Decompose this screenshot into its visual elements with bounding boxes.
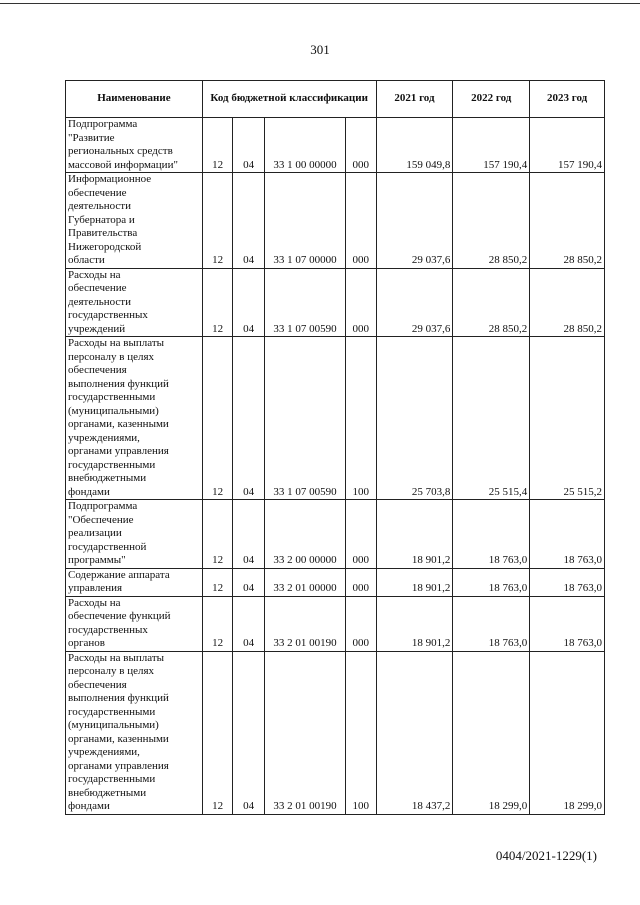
row-value-2021: 25 703,8: [376, 337, 453, 500]
row-code-expense-type: 000: [345, 500, 376, 569]
row-value-2021: 18 901,2: [376, 596, 453, 651]
top-rule: [0, 3, 640, 4]
budget-table: [65, 80, 605, 815]
row-value-2021: 18 901,2: [376, 500, 453, 569]
row-name: Информационное обеспечение деятельности Губернатора и Правительства Нижегородской области: [66, 173, 203, 269]
page-number: 301: [310, 42, 330, 57]
row-code-subsection: 04: [233, 268, 265, 337]
row-name: Расходы на обеспечение функций государственных органов: [66, 596, 203, 651]
row-code-target: 33 1 07 00590: [264, 337, 345, 500]
document-number: 0404/2021-1229(1): [495, 848, 597, 863]
row-value-2023: 18 763,0: [530, 568, 605, 596]
row-value-2022: 18 763,0: [453, 500, 530, 569]
row-code-expense-type: 000: [345, 268, 376, 337]
row-value-2023: 18 763,0: [530, 596, 605, 651]
row-code-target: 33 2 01 00000: [264, 568, 345, 596]
row-code-section: 12: [202, 173, 233, 269]
row-code-section: 12: [202, 596, 233, 651]
row-value-2022: 25 515,4: [453, 337, 530, 500]
row-code-subsection: 04: [233, 568, 265, 596]
row-code-expense-type: 000: [345, 118, 376, 173]
table-row: [66, 568, 605, 596]
row-code-subsection: 04: [233, 500, 265, 569]
header-name: Наименование: [66, 81, 203, 118]
row-value-2022: 18 763,0: [453, 596, 530, 651]
header-code: Код бюджетной классификации: [202, 81, 376, 118]
row-value-2022: 18 299,0: [453, 651, 530, 814]
row-code-subsection: 04: [233, 651, 265, 814]
row-name: Подпрограмма "Развитие региональных средств массовой информации": [66, 118, 203, 173]
row-name: Подпрограмма "Обеспечение реализации государственной программы": [66, 500, 203, 569]
row-code-section: 12: [202, 337, 233, 500]
header-row: [66, 81, 605, 118]
row-name: Расходы на обеспечение деятельности государственных учреждений: [66, 268, 203, 337]
row-code-section: 12: [202, 500, 233, 569]
table-row: [66, 651, 605, 814]
row-code-subsection: 04: [233, 596, 265, 651]
table-row: [66, 118, 605, 173]
row-name: Содержание аппарата управления: [66, 568, 203, 596]
row-code-target: 33 1 07 00590: [264, 268, 345, 337]
table-body: [66, 118, 605, 815]
row-value-2021: 18 901,2: [376, 568, 453, 596]
row-code-section: 12: [202, 651, 233, 814]
row-value-2022: 28 850,2: [453, 173, 530, 269]
row-value-2023: 25 515,2: [530, 337, 605, 500]
row-code-subsection: 04: [233, 173, 265, 269]
row-code-expense-type: 000: [345, 173, 376, 269]
row-name: Расходы на выплаты персоналу в целях обеспечения выполнения функций государственными (муниципальными) органами, казенными учреждениями, органами управления государственными внебюджетными фондами: [66, 337, 203, 500]
row-code-section: 12: [202, 568, 233, 596]
row-value-2023: 18 299,0: [530, 651, 605, 814]
row-code-section: 12: [202, 268, 233, 337]
row-code-section: 12: [202, 118, 233, 173]
row-code-expense-type: 000: [345, 596, 376, 651]
row-code-subsection: 04: [233, 118, 265, 173]
row-value-2021: 159 049,8: [376, 118, 453, 173]
header-2021: 2021 год: [376, 81, 453, 118]
table-row: [66, 596, 605, 651]
row-code-target: 33 1 00 00000: [264, 118, 345, 173]
table-row: [66, 268, 605, 337]
row-code-expense-type: 000: [345, 568, 376, 596]
row-value-2022: 18 763,0: [453, 568, 530, 596]
row-value-2023: 28 850,2: [530, 173, 605, 269]
row-code-target: 33 2 00 00000: [264, 500, 345, 569]
row-code-expense-type: 100: [345, 337, 376, 500]
header-2022: 2022 год: [453, 81, 530, 118]
row-code-expense-type: 100: [345, 651, 376, 814]
row-code-target: 33 2 01 00190: [264, 651, 345, 814]
row-value-2021: 29 037,6: [376, 173, 453, 269]
row-value-2023: 28 850,2: [530, 268, 605, 337]
row-value-2022: 28 850,2: [453, 268, 530, 337]
row-value-2021: 29 037,6: [376, 268, 453, 337]
row-name: Расходы на выплаты персоналу в целях обеспечения выполнения функций государственными (муниципальными) органами, казенными учреждениями, органами управления государственными внебюджетными фондами: [66, 651, 203, 814]
row-value-2022: 157 190,4: [453, 118, 530, 173]
header-2023: 2023 год: [530, 81, 605, 118]
row-code-target: 33 1 07 00000: [264, 173, 345, 269]
row-value-2023: 157 190,4: [530, 118, 605, 173]
row-code-subsection: 04: [233, 337, 265, 500]
row-code-target: 33 2 01 00190: [264, 596, 345, 651]
row-value-2021: 18 437,2: [376, 651, 453, 814]
row-value-2023: 18 763,0: [530, 500, 605, 569]
table-row: [66, 337, 605, 500]
table-row: [66, 173, 605, 269]
table-row: [66, 500, 605, 569]
